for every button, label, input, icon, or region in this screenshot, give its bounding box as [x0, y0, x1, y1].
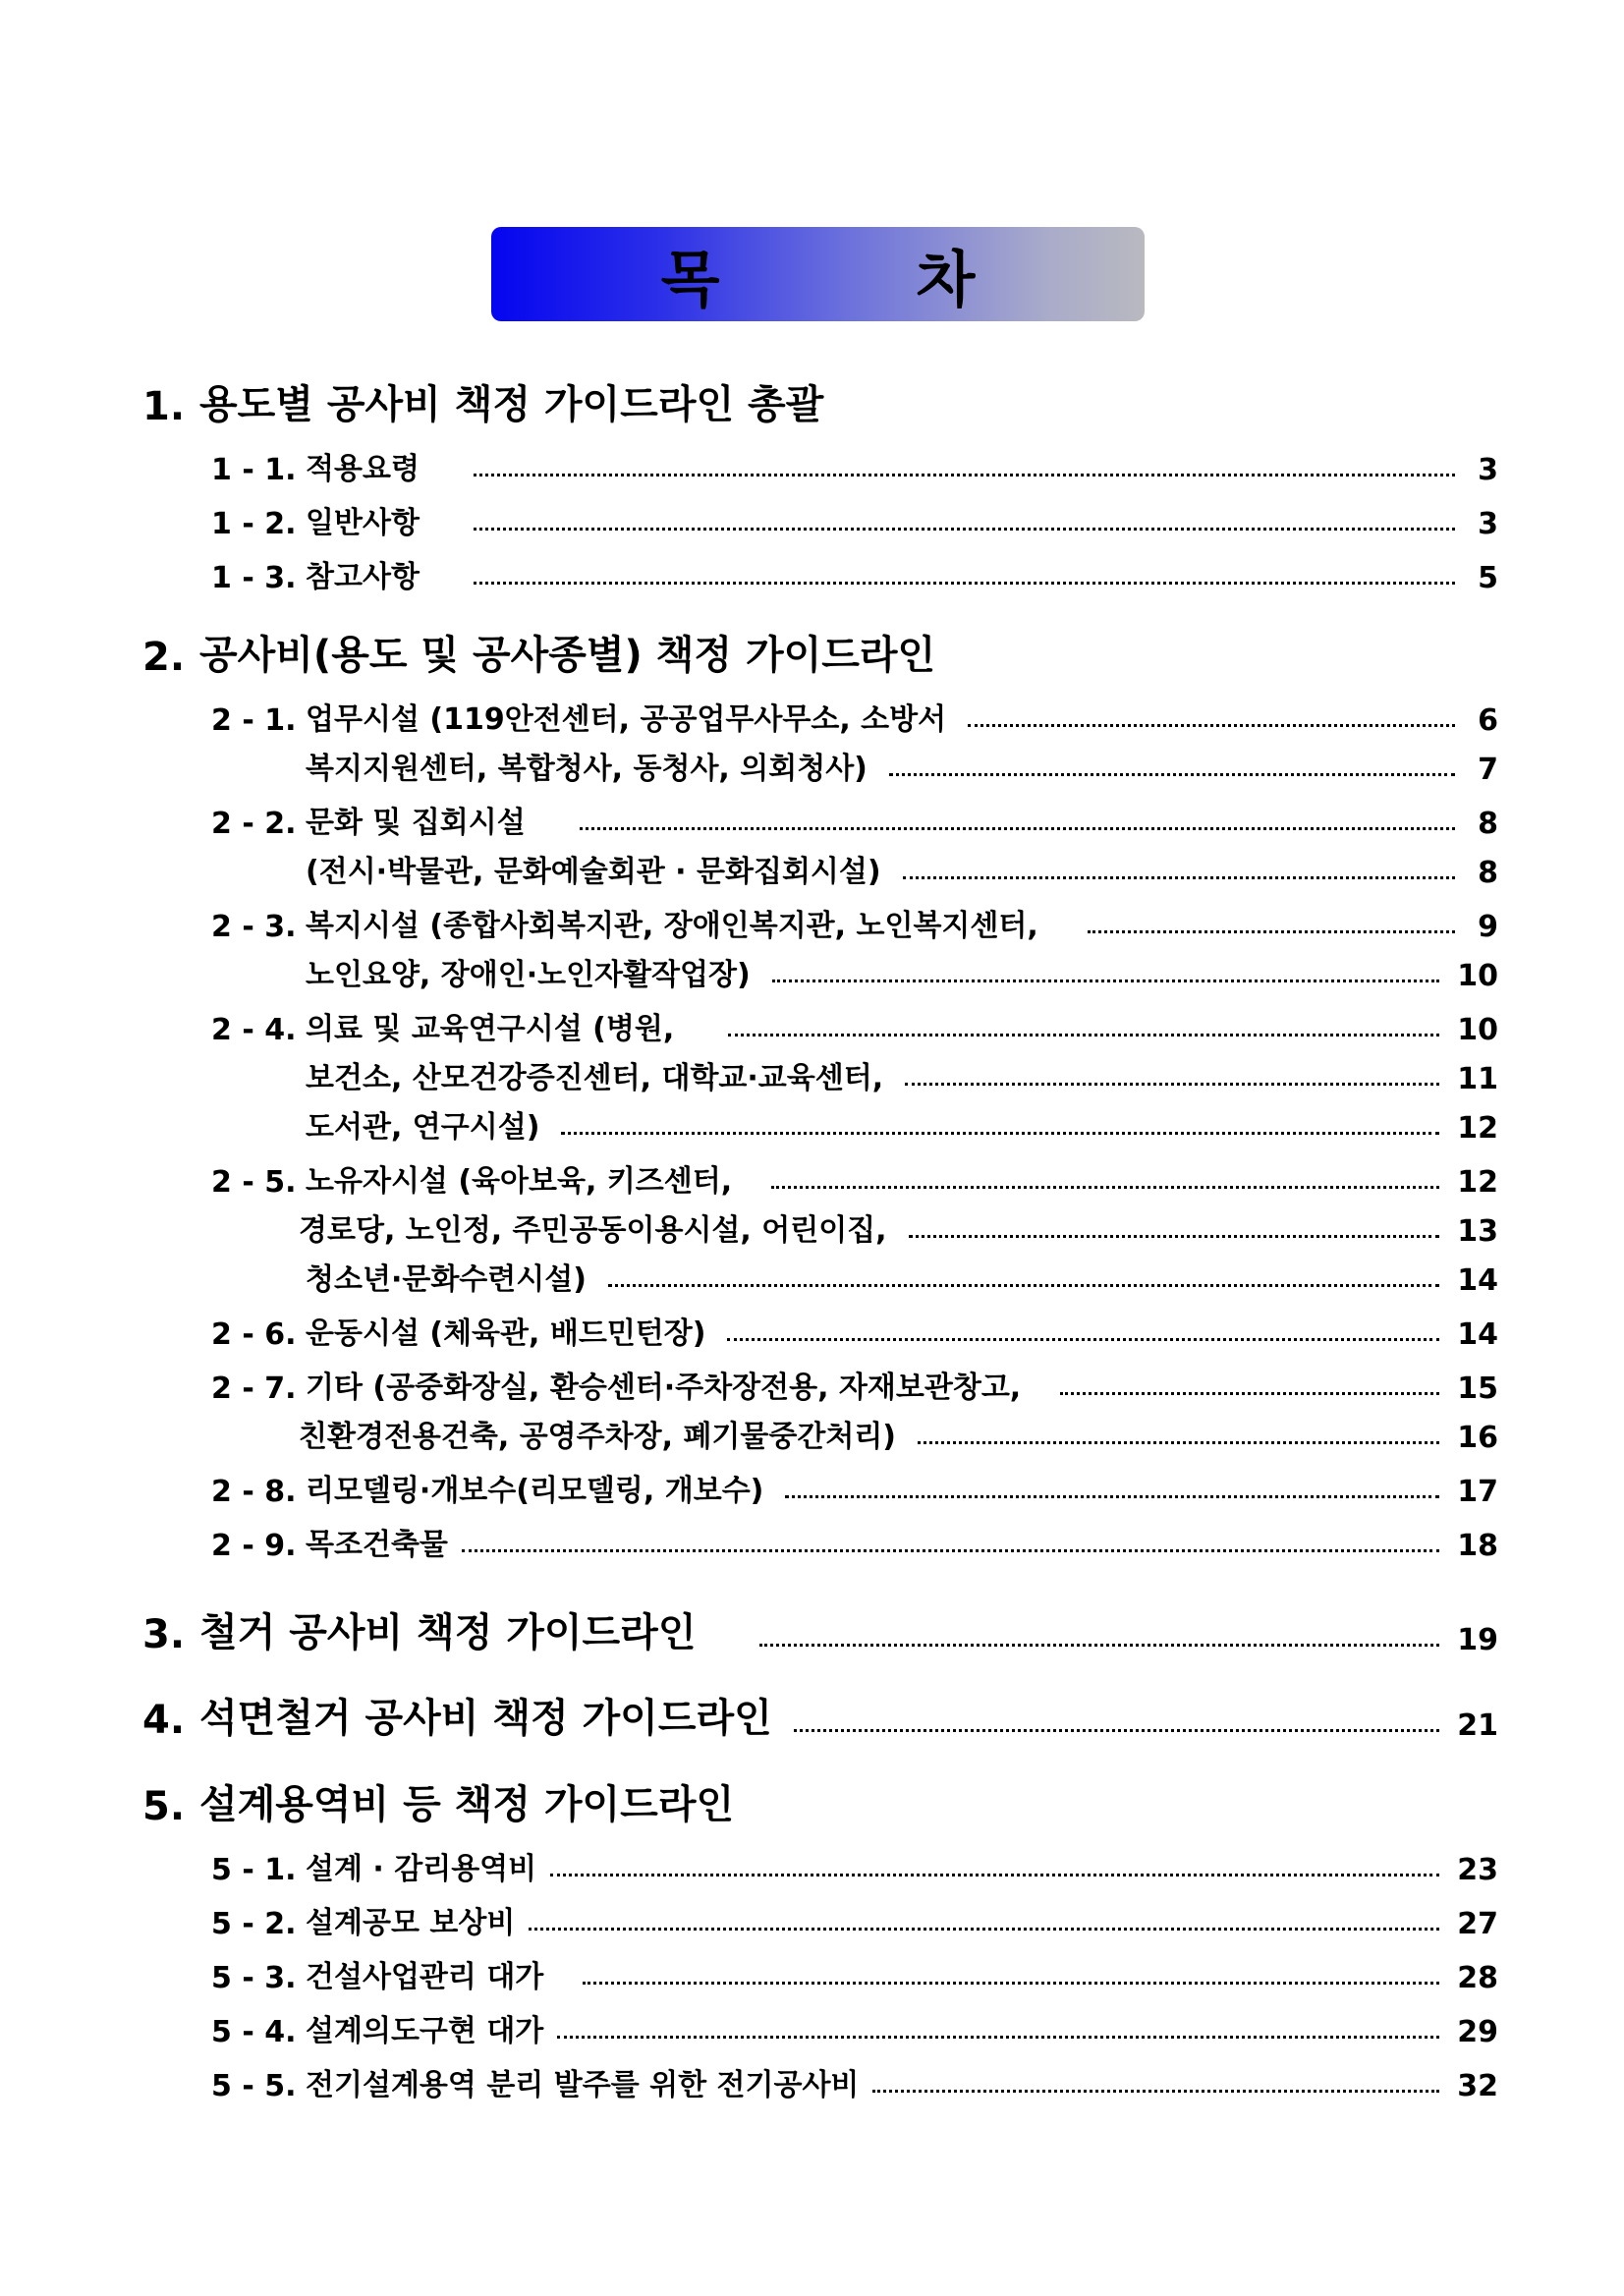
toc-page-number: 6 — [1478, 703, 1498, 738]
toc-entry-1-1[interactable] — [211, 444, 1498, 487]
toc-title: 운동시설 (체육관, 배드민턴장) — [306, 1316, 706, 1351]
toc-title: 보건소, 산모건강증진센터, 대학교·교육센터, — [306, 1061, 884, 1095]
toc-number: 5. — [142, 1784, 186, 1829]
toc-number: 4. — [142, 1698, 186, 1743]
toc-page-number: 7 — [1478, 753, 1498, 787]
toc-page-number: 18 — [1457, 1529, 1498, 1563]
dot-leader — [728, 1034, 1439, 1036]
dot-leader — [727, 1338, 1439, 1341]
toc-title: 리모델링·개보수(리모델링, 개보수) — [306, 1474, 764, 1508]
toc-title: 설계용역비 등 책정 가이드라인 — [199, 1782, 735, 1827]
toc-page-number: 14 — [1457, 1263, 1498, 1298]
dot-leader — [474, 474, 1455, 476]
toc-title: 전기설계용역 분리 발주를 위한 전기공사비 — [306, 2068, 860, 2102]
toc-entry-2-5-cont2[interactable] — [306, 1255, 1498, 1298]
toc-title: 업무시설 (119안전센터, 공공업무사무소, 소방서 — [306, 702, 947, 737]
toc-page-number: 8 — [1478, 856, 1498, 890]
dot-leader — [918, 1441, 1439, 1444]
toc-entry-2-3[interactable] — [211, 901, 1498, 944]
toc-title: 목조건축물 — [306, 1528, 448, 1562]
toc-number: 1. — [142, 384, 186, 429]
toc-number: 2. — [142, 635, 186, 680]
toc-entry-2-2-cont[interactable] — [306, 847, 1498, 890]
dot-leader — [1060, 1392, 1439, 1395]
toc-number: 2 - 3. — [211, 910, 297, 944]
toc-title: 복지지원센터, 복합청사, 동청사, 의회청사) — [306, 752, 868, 786]
toc-entry-2-1-cont[interactable] — [306, 744, 1498, 787]
dot-leader — [905, 1083, 1439, 1086]
dot-leader — [909, 1235, 1440, 1238]
toc-entry-2-6[interactable] — [211, 1309, 1498, 1352]
toc-title: 적용요령 — [306, 452, 420, 486]
toc-page-number: 12 — [1457, 1111, 1498, 1146]
toc-title-banner — [491, 227, 1145, 321]
toc-number: 2 - 8. — [211, 1475, 297, 1509]
toc-title: 용도별 공사비 책정 가이드라인 총괄 — [199, 382, 824, 427]
toc-number: 2 - 9. — [211, 1529, 297, 1563]
dot-leader — [794, 1729, 1440, 1732]
dot-leader — [462, 1549, 1439, 1552]
toc-page-number: 9 — [1478, 910, 1498, 944]
toc-entry-5-4[interactable] — [211, 2006, 1498, 2049]
toc-number: 1 - 1. — [211, 453, 297, 487]
toc-title: 노인요양, 장애인·노인자활작업장) — [306, 958, 751, 992]
toc-section-5[interactable] — [142, 1773, 1498, 1829]
toc-page-number: 10 — [1457, 959, 1498, 993]
toc-number: 5 - 2. — [211, 1907, 297, 1941]
dot-leader — [771, 1186, 1439, 1189]
dot-leader — [608, 1284, 1439, 1287]
dot-leader — [903, 876, 1455, 879]
dot-leader — [561, 1132, 1439, 1135]
toc-entry-2-8[interactable] — [211, 1466, 1498, 1509]
toc-number: 5 - 5. — [211, 2069, 297, 2103]
toc-entry-2-1[interactable] — [211, 695, 1498, 738]
toc-title-right: 차 — [916, 243, 976, 315]
toc-entry-2-9[interactable] — [211, 1520, 1498, 1563]
toc-title: 친환경전용건축, 공영주차장, 폐기물중간처리) — [299, 1420, 897, 1454]
toc-title: 도서관, 연구시설) — [306, 1110, 540, 1145]
toc-page-number: 28 — [1457, 1961, 1498, 1995]
dot-leader — [872, 2090, 1439, 2093]
dot-leader — [557, 2036, 1439, 2039]
toc-title: (전시·박물관, 문화예술회관 · 문화집회시설) — [306, 855, 881, 889]
toc-number: 2 - 4. — [211, 1013, 297, 1047]
toc-entry-2-7-cont[interactable] — [299, 1412, 1498, 1455]
toc-entry-5-2[interactable] — [211, 1898, 1498, 1941]
toc-number: 2 - 5. — [211, 1165, 297, 1200]
toc-number: 2 - 6. — [211, 1317, 297, 1352]
toc-title: 일반사항 — [306, 506, 420, 540]
toc-section-1[interactable] — [142, 373, 1498, 429]
toc-page-number: 12 — [1457, 1165, 1498, 1200]
dot-leader — [785, 1495, 1439, 1498]
toc-entry-5-5[interactable] — [211, 2060, 1498, 2103]
toc-title: 의료 및 교육연구시설 (병원, — [306, 1012, 675, 1046]
dot-leader — [474, 528, 1455, 531]
toc-page-number: 13 — [1457, 1214, 1498, 1249]
toc-entry-2-5[interactable] — [211, 1156, 1498, 1200]
dot-leader — [889, 773, 1455, 776]
toc-page-number: 14 — [1457, 1317, 1498, 1352]
toc-title-left: 목 — [660, 243, 720, 315]
toc-page-number: 16 — [1457, 1421, 1498, 1455]
toc-page-number: 3 — [1478, 507, 1498, 541]
dot-leader — [1088, 930, 1455, 933]
toc-entry-2-2[interactable] — [211, 798, 1498, 841]
toc-page-number: 23 — [1457, 1853, 1498, 1887]
toc-section-2[interactable] — [142, 624, 1498, 680]
toc-page-number: 17 — [1457, 1475, 1498, 1509]
dot-leader — [583, 1982, 1439, 1985]
toc-number: 2 - 7. — [211, 1372, 297, 1406]
toc-page-number: 11 — [1457, 1062, 1498, 1096]
toc-title: 건설사업관리 대가 — [306, 1960, 544, 1994]
dot-leader — [772, 980, 1440, 982]
toc-title: 경로당, 노인정, 주민공동이용시설, 어린이집, — [299, 1213, 887, 1248]
toc-page-number: 19 — [1457, 1623, 1498, 1657]
toc-page-number: 8 — [1478, 807, 1498, 841]
toc-entry-2-4[interactable] — [211, 1004, 1498, 1047]
toc-page-number: 3 — [1478, 453, 1498, 487]
toc-number: 2 - 2. — [211, 807, 297, 841]
toc-number: 1 - 2. — [211, 507, 297, 541]
dot-leader — [529, 1928, 1439, 1931]
toc-title: 복지시설 (종합사회복지관, 장애인복지관, 노인복지센터, — [306, 909, 1038, 943]
toc-number: 3. — [142, 1612, 186, 1657]
dot-leader — [550, 1874, 1439, 1876]
dot-leader — [968, 724, 1455, 727]
dot-leader — [474, 582, 1455, 585]
toc-title: 문화 및 집회시설 — [306, 806, 526, 840]
toc-page-number: 27 — [1457, 1907, 1498, 1941]
toc-title: 청소년·문화수련시설) — [306, 1262, 587, 1297]
dot-leader — [759, 1644, 1439, 1647]
toc-entry-1-2[interactable] — [211, 498, 1498, 541]
toc-page-number: 15 — [1457, 1372, 1498, 1406]
toc-title: 공사비(용도 및 공사종별) 책정 가이드라인 — [199, 633, 936, 678]
toc-page-number: 29 — [1457, 2015, 1498, 2049]
toc-page-number: 32 — [1457, 2069, 1498, 2103]
toc-entry-5-3[interactable] — [211, 1952, 1498, 1995]
dot-leader — [580, 827, 1455, 830]
toc-entry-2-5-cont1[interactable] — [299, 1205, 1498, 1249]
toc-entry-2-4-cont2[interactable] — [306, 1102, 1498, 1146]
toc-title: 설계의도구현 대가 — [306, 2014, 544, 2048]
toc-title: 석면철거 공사비 책정 가이드라인 — [199, 1696, 772, 1741]
toc-section-3[interactable] — [142, 1601, 1498, 1657]
toc-number: 2 - 1. — [211, 703, 297, 738]
toc-title: 설계 · 감리용역비 — [306, 1852, 537, 1886]
toc-title: 설계공모 보상비 — [306, 1906, 516, 1940]
toc-number: 5 - 4. — [211, 2015, 297, 2049]
toc-number: 1 - 3. — [211, 561, 297, 595]
toc-entry-1-3[interactable] — [211, 552, 1498, 595]
toc-title: 기타 (공중화장실, 환승센터·주차장전용, 자재보관창고, — [306, 1371, 1022, 1405]
toc-section-4[interactable] — [142, 1687, 1498, 1743]
toc-title: 참고사항 — [306, 560, 420, 594]
toc-page-number: 21 — [1457, 1708, 1498, 1743]
toc-entry-2-7[interactable] — [211, 1363, 1498, 1406]
toc-page-number: 5 — [1478, 561, 1498, 595]
toc-entry-2-4-cont1[interactable] — [306, 1053, 1498, 1096]
toc-title: 노유자시설 (육아보육, 키즈센터, — [306, 1164, 733, 1199]
toc-page-number: 10 — [1457, 1013, 1498, 1047]
toc-entry-5-1[interactable] — [211, 1844, 1498, 1887]
toc-title: 철거 공사비 책정 가이드라인 — [199, 1610, 697, 1655]
toc-number: 5 - 1. — [211, 1853, 297, 1887]
toc-entry-2-3-cont[interactable] — [306, 950, 1498, 993]
toc-number: 5 - 3. — [211, 1961, 297, 1995]
